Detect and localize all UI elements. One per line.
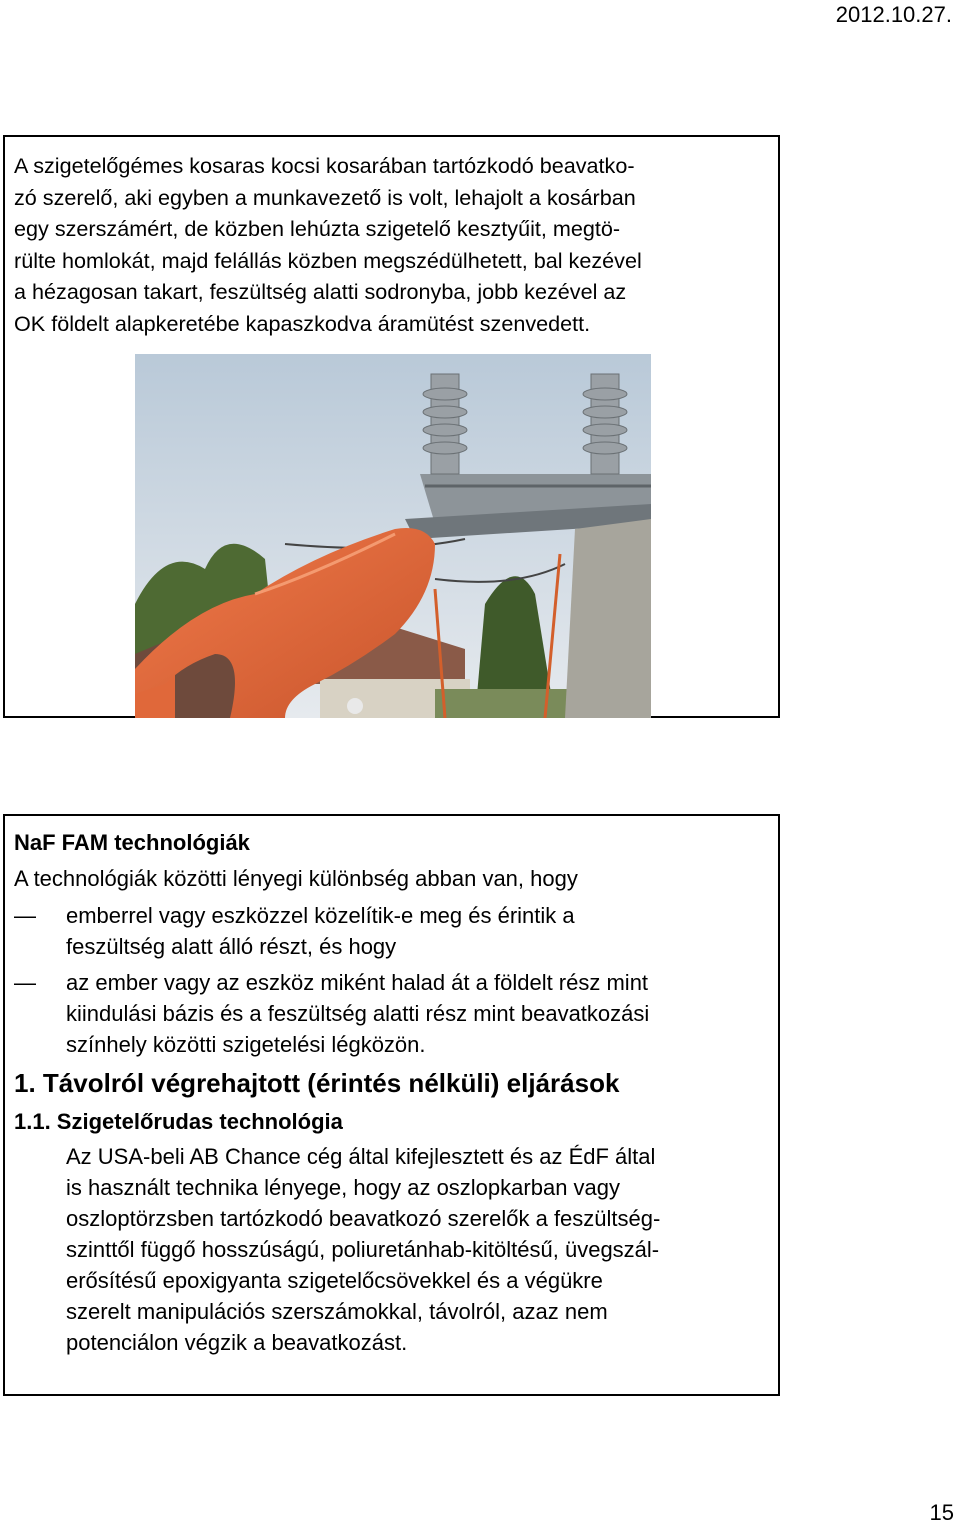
text-line: zó szerelő, aki egyben a munkavezető is volt, lehajolt a kosárban xyxy=(14,184,636,210)
accident-description xyxy=(14,150,774,340)
page-number: 15 xyxy=(929,1500,954,1525)
list-item xyxy=(14,900,774,962)
subsection-title: 1.1. Szigetelőrudas technológia xyxy=(14,1109,343,1134)
text-line: színhely közötti szigetelési légközön. xyxy=(66,1032,426,1057)
dash-bullet: — xyxy=(14,903,36,928)
text-line: emberrel vagy eszközzel közelítik-e meg és érintik a xyxy=(66,903,575,928)
text-line: egy szerszámért, de közben lehúzta szigetelő kesztyűit, megtö- xyxy=(14,216,621,242)
text-line: erősítésű epoxigyanta szigetelőcsövekkel és a végükre xyxy=(66,1268,603,1293)
text-line: kiindulási bázis és a feszültség alatti rész mint beavatkozási xyxy=(66,1001,650,1026)
text-line: is használt technika lényege, hogy az oszlopkarban vagy xyxy=(66,1175,621,1200)
text-line: szerelt manipulációs szerszámokkal, távolról, azaz nem xyxy=(66,1299,608,1324)
slide-2 xyxy=(3,814,780,1396)
text-line: Az USA-beli AB Chance cég által kifejlesztett és az ÉdF által xyxy=(66,1144,656,1169)
intro-text: A technológiák közötti lényegi különbség abban van, hogy xyxy=(14,866,578,891)
text-line: A szigetelőgémes kosaras kocsi kosarában tartózkodó beavatko- xyxy=(14,153,635,178)
subsection-body xyxy=(14,1141,774,1358)
slide-1 xyxy=(3,135,780,718)
text-line: potenciálon végzik a beavatkozást. xyxy=(66,1330,408,1355)
accident-site-photo xyxy=(135,354,651,718)
text-line: oszloptörzsben tartózkodó beavatkozó szerelők a feszültség- xyxy=(66,1206,661,1231)
slide-heading: NaF FAM technológiák xyxy=(14,830,250,855)
section-title: 1. Távolról végrehajtott (érintés nélküli) eljárások xyxy=(14,1068,620,1098)
text-line: OK földelt alapkeretébe kapaszkodva áramütést szenvedett. xyxy=(14,310,591,336)
text-line: a hézagosan takart, feszültség alatti sodronyba, jobb kezével az xyxy=(14,279,627,305)
text-line: szinttől függő hosszúságú, poliuretánhab-kitöltésű, üvegszál- xyxy=(66,1237,660,1262)
list-item xyxy=(14,967,774,1060)
dash-bullet: — xyxy=(14,970,36,995)
text-line: feszültség alatt álló részt, és hogy xyxy=(66,934,397,959)
text-line: rülte homlokát, majd felállás közben megszédülhetett, bal kezével xyxy=(14,247,642,273)
page-date: 2012.10.27. xyxy=(835,2,952,27)
text-line: az ember vagy az eszköz miként halad át a földelt rész mint xyxy=(66,970,649,995)
